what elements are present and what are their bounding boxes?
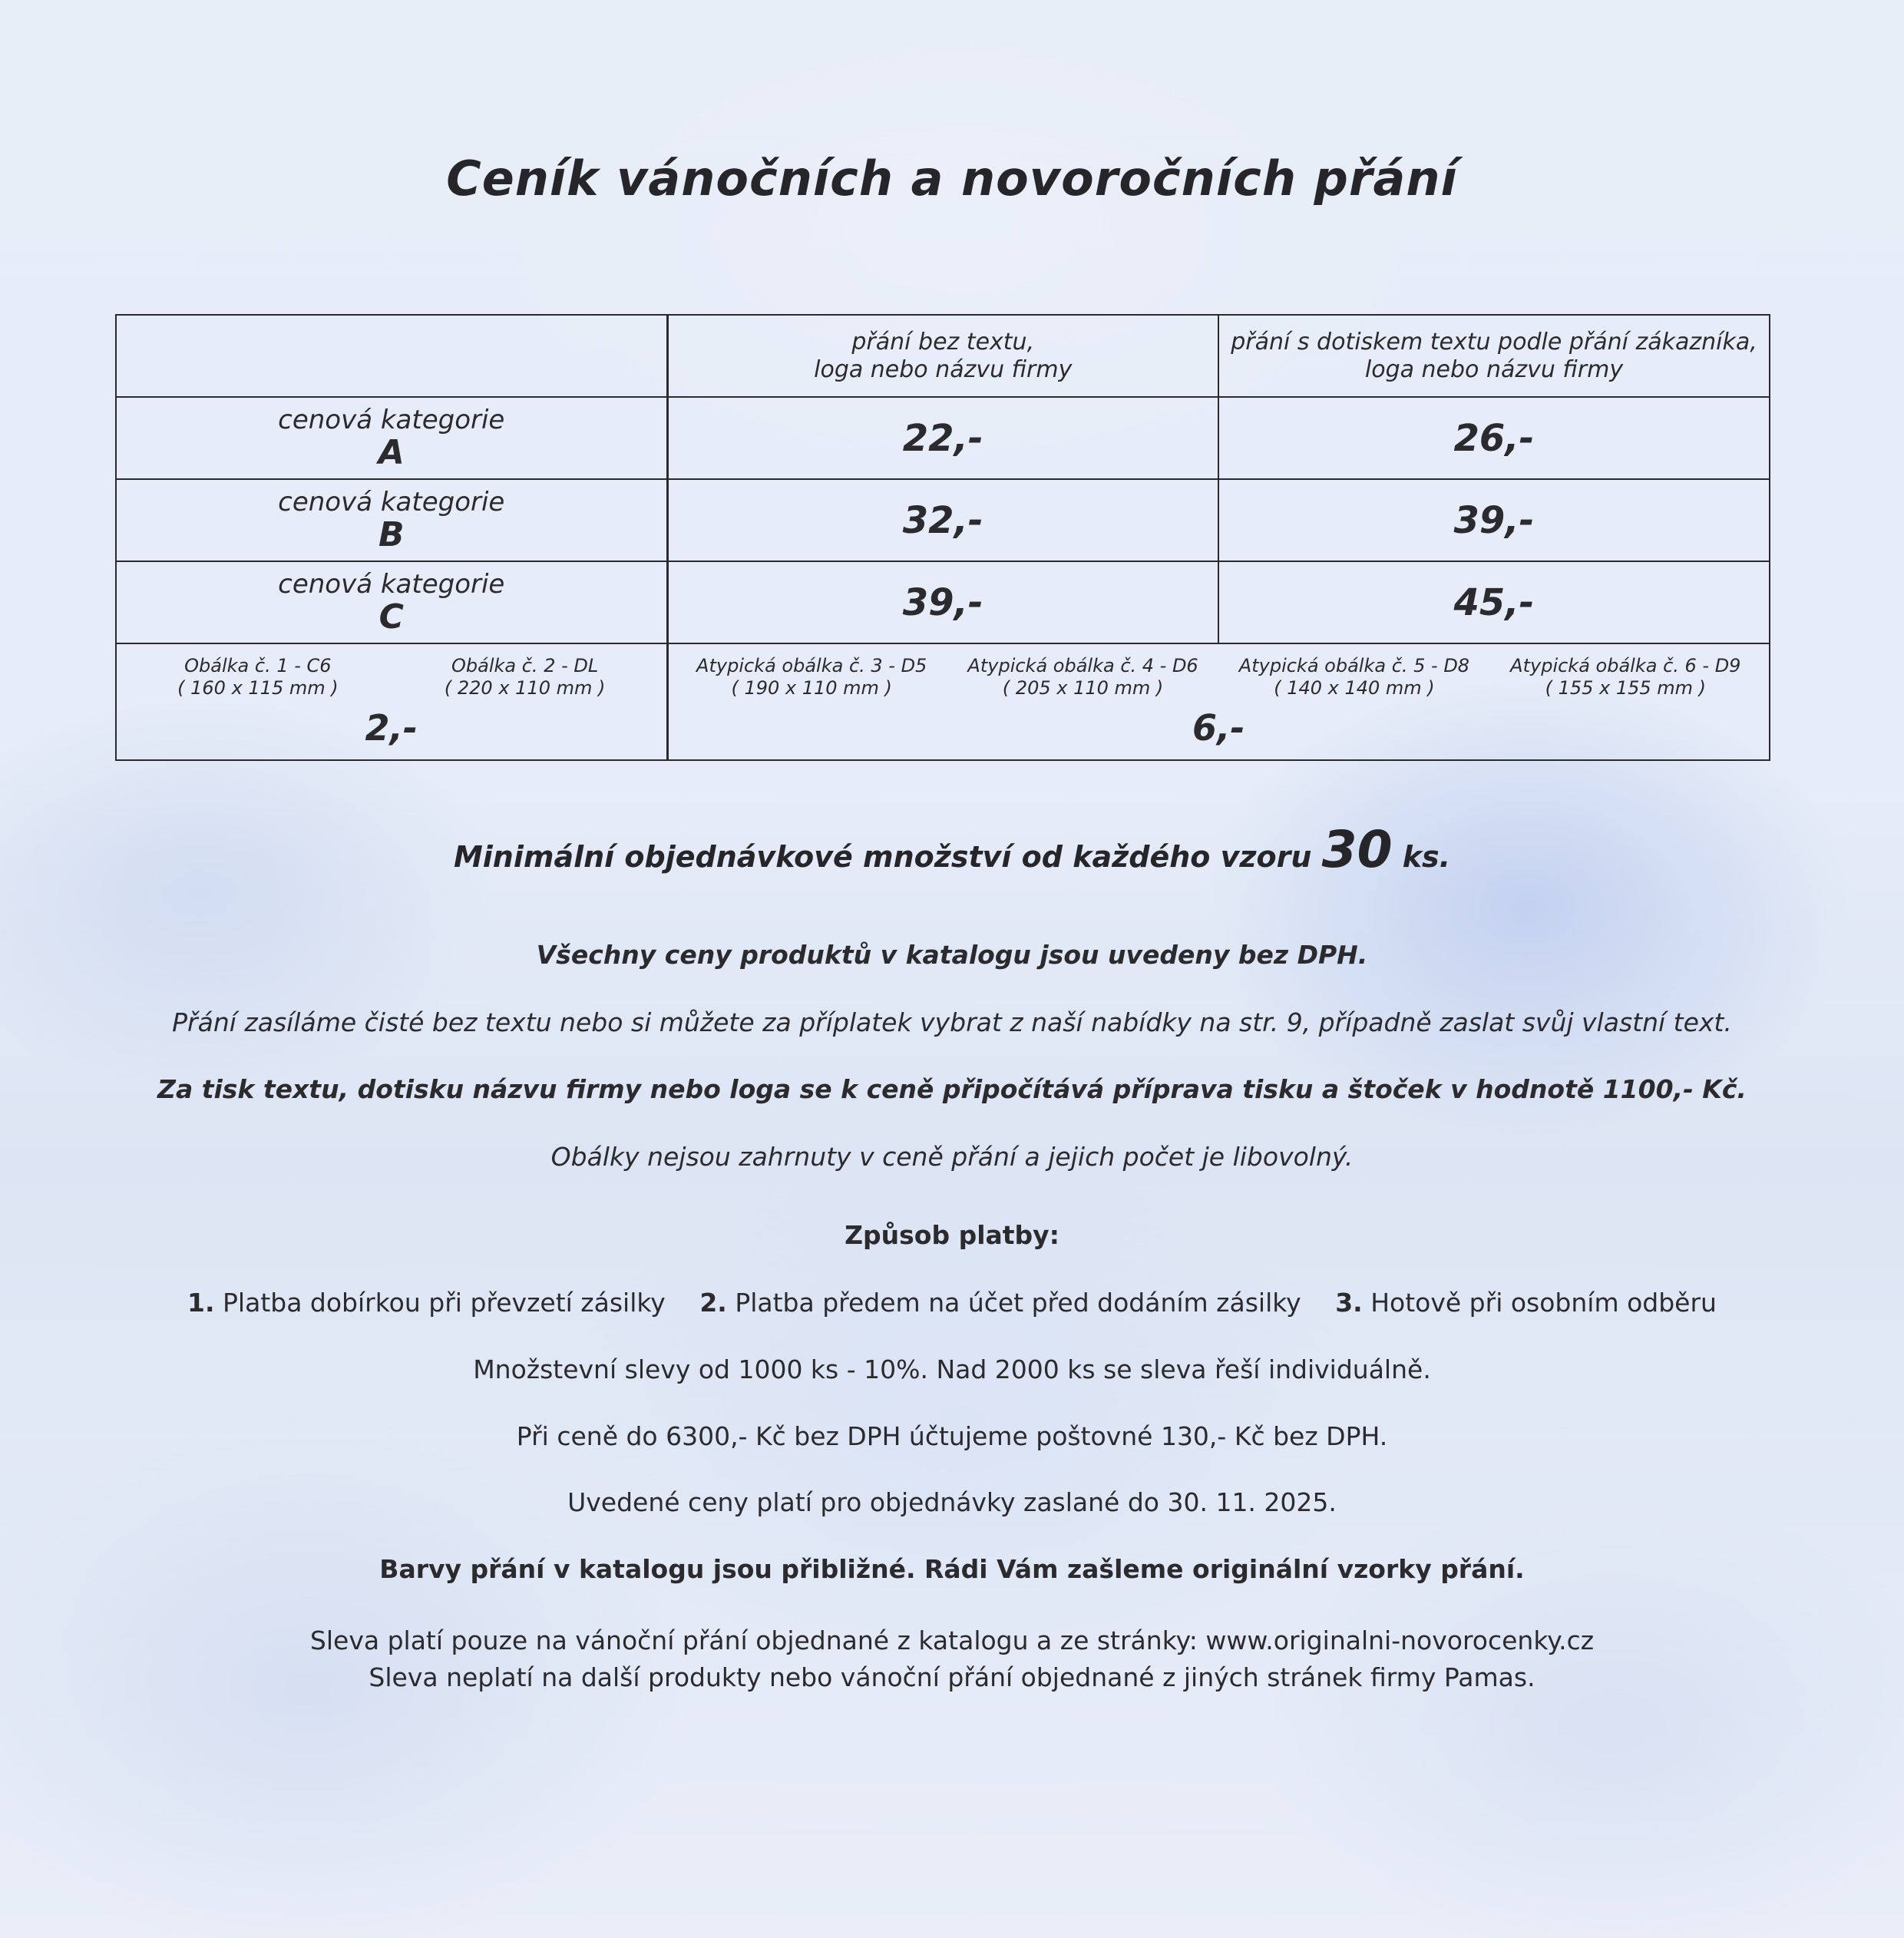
colors-note: Barvy přání v katalogu jsou přibližné. Rádi Vám zašleme originální vzorky přání.	[379, 1554, 1525, 1584]
header-print: přání s dotiskem textu podle přání zákazníka, loga nebo názvu firmy	[1218, 315, 1770, 397]
payment-method-2: Platba předem na účet před dodáním zásilky	[735, 1288, 1301, 1318]
empty-header-cell	[116, 315, 667, 397]
minimum-quantity: 30	[1321, 820, 1393, 879]
envelope-row	[116, 643, 1770, 760]
prices-no-vat-note: Všechny ceny produktů v katalogu jsou uvedeny bez DPH.	[536, 940, 1368, 970]
table-row	[116, 561, 1770, 643]
category-letter: A	[378, 432, 405, 472]
payment-heading: Způsob platby:	[845, 1220, 1059, 1250]
table-row	[116, 397, 1770, 479]
price-plain: 32,-	[902, 498, 983, 542]
envelope-c6: Obálka č. 1 - C6 ( 160 x 115 mm )	[177, 655, 339, 699]
payment-method-1: Platba dobírkou při převzetí zásilky	[223, 1288, 666, 1318]
minimum-order: Minimální objednávkové množství od každého vzoru 30 ks.	[453, 820, 1451, 879]
print-fee-note: Za tisk textu, dotisku názvu firmy nebo loga se k ceně připočítává příprava tisku a štoček v hodnotě 1100,- Kč.	[157, 1074, 1747, 1104]
standard-envelope-price: 2,-	[365, 707, 418, 749]
envelope-dl: Obálka č. 2 - DL ( 220 x 110 mm )	[444, 655, 606, 699]
discount-scope-note-1: Sleva platí pouze na vánoční přání objednané z katalogu a ze stránky: www.originalni-novorocenky.cz	[309, 1625, 1595, 1655]
atypical-envelopes-cell	[667, 643, 1770, 760]
category-cell	[116, 397, 667, 479]
header-plain: přání bez textu, loga nebo názvu firmy	[667, 315, 1218, 397]
table-header-row	[116, 315, 1770, 397]
page-title: Ceník vánočních a novoročních přání	[446, 150, 1458, 207]
validity-note: Uvedené ceny platí pro objednávky zaslané do 30. 11. 2025.	[567, 1487, 1337, 1517]
send-clean-note: Přání zasíláme čisté bez textu nebo si můžete za příplatek vybrat z naší nabídky na str. 9, případně zaslat svůj vlastní text.	[172, 1007, 1732, 1037]
envelope-d6: Atypická obálka č. 4 - D6 ( 205 x 110 mm )	[967, 655, 1198, 699]
category-cell	[116, 561, 667, 643]
price-plain: 22,-	[902, 416, 983, 460]
postage-note: Při ceně do 6300,- Kč bez DPH účtujeme poštovné 130,- Kč bez DPH.	[516, 1421, 1388, 1451]
standard-envelopes-cell	[116, 643, 667, 760]
category-letter: C	[378, 597, 404, 637]
quantity-discount-note: Množstevní slevy od 1000 ks - 10%. Nad 2000 ks se sleva řeší individuálně.	[473, 1354, 1431, 1384]
price-plain: 39,-	[902, 580, 983, 624]
payment-methods: 1. Platba dobírkou při převzetí zásilky 2. Platba předem na účet před dodáním zásilky 3. Hotově při osobním odběru	[187, 1288, 1717, 1318]
discount-scope-note-2: Sleva neplatí na další produkty nebo vánoční přání objednané z jiných stránek firmy Pamas.	[369, 1662, 1535, 1692]
price-print: 39,-	[1453, 498, 1535, 542]
envelope-d8: Atypická obálka č. 5 - D8 ( 140 x 140 mm )	[1238, 655, 1470, 699]
envelope-d9: Atypická obálka č. 6 - D9 ( 155 x 155 mm )	[1510, 655, 1741, 699]
envelope-d5: Atypická obálka č. 3 - D5 ( 190 x 110 mm )	[696, 655, 927, 699]
table-row	[116, 479, 1770, 561]
category-cell	[116, 479, 667, 561]
category-label: cenová kategorie	[278, 404, 505, 435]
price-print: 45,-	[1453, 580, 1535, 624]
price-table	[115, 314, 1770, 761]
category-label: cenová kategorie	[278, 568, 505, 600]
category-letter: B	[378, 514, 405, 554]
price-print: 26,-	[1453, 416, 1535, 460]
envelopes-note: Obálky nejsou zahrnuty v ceně přání a jejich počet je libovolný.	[550, 1142, 1354, 1172]
atypical-envelope-price: 6,-	[1192, 707, 1245, 749]
payment-method-3: Hotově při osobním odběru	[1370, 1288, 1717, 1318]
category-label: cenová kategorie	[278, 486, 505, 518]
